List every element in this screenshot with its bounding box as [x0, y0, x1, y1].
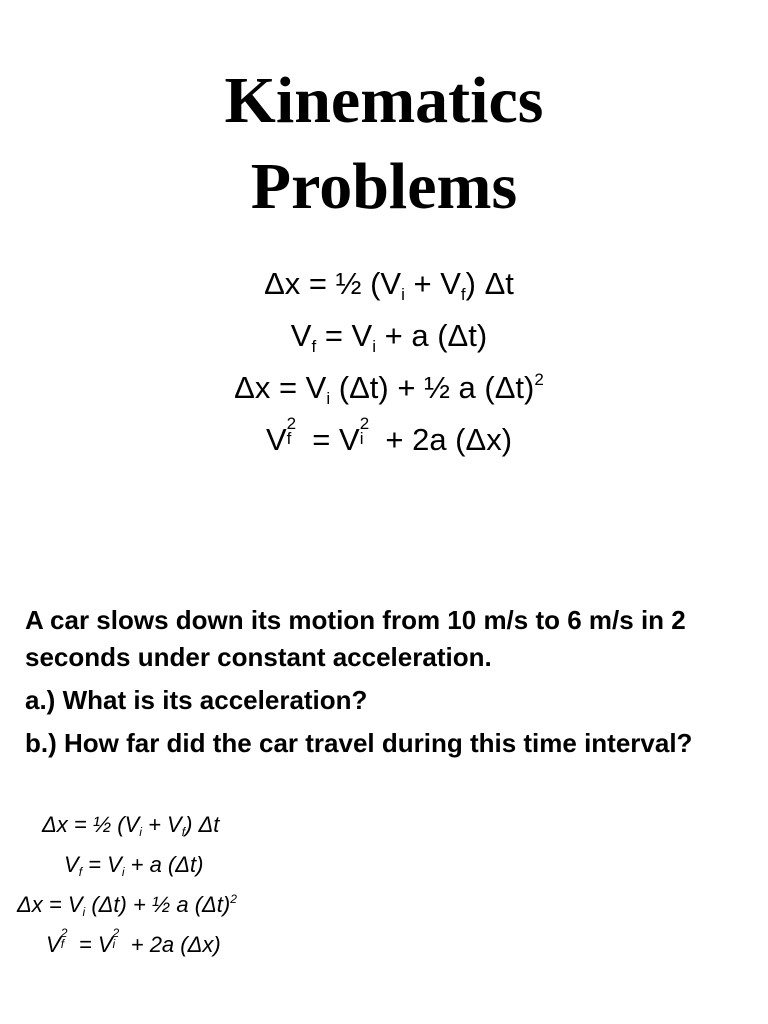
page-title [0, 58, 768, 230]
eq-text: Δx = V [17, 892, 83, 917]
eq-subscript: i [112, 936, 116, 951]
eq-subscript: i [82, 905, 86, 920]
eq-text: = V [303, 422, 360, 457]
equation-displacement-accel [0, 366, 768, 418]
eq-sup-sub [286, 413, 304, 450]
equation-list [0, 262, 768, 470]
eq-text: = V [82, 852, 122, 877]
eq-text: Δx = ½ (V [264, 266, 402, 301]
eq-subscript: i [401, 284, 405, 304]
eq-subscript: f [78, 865, 83, 880]
eq-text: + a (Δt) [124, 852, 204, 877]
eq-text: Δx = ½ (V [42, 812, 140, 837]
eq-subscript: i [326, 388, 331, 408]
title-line-1: Kinematics [224, 64, 544, 137]
eq-sup-sub [359, 413, 377, 450]
eq-text: V [64, 852, 79, 877]
reference-equation-displacement-avg-velocity [42, 810, 219, 840]
problem-part-a: a.) What is its acceleration? [25, 685, 368, 715]
eq-superscript: 2 [230, 891, 237, 906]
eq-subscript: i [121, 865, 125, 880]
eq-subscript: f [460, 284, 466, 304]
eq-subscript: f [60, 936, 65, 951]
eq-text: ) Δt [185, 812, 220, 837]
eq-text: Δx = V [234, 370, 327, 405]
eq-text: V [265, 422, 287, 457]
eq-superscript: 2 [112, 925, 120, 940]
title-line-2: Problems [250, 150, 518, 223]
eq-text: (Δt) + ½ a (Δt) [330, 370, 535, 405]
equation-displacement-avg-velocity [0, 262, 768, 314]
eq-text: + 2a (Δx) [376, 422, 513, 457]
eq-sup-sub [60, 925, 73, 952]
problem-statement: A car slows down its motion from 10 m/s to 6 m/s in 2 seconds under constant acceleration. [25, 605, 686, 672]
eq-subscript: i [372, 336, 377, 356]
eq-text: V [46, 932, 61, 957]
eq-text: V [290, 318, 312, 353]
problem-text [25, 602, 745, 768]
eq-subscript: f [286, 429, 292, 449]
reference-equation-velocity-squared [46, 925, 221, 960]
reference-equation-displacement-accel [17, 890, 237, 920]
eq-superscript: 2 [286, 413, 297, 433]
eq-text: = V [316, 318, 373, 353]
equation-velocity-squared [0, 413, 768, 470]
problem-part-b: b.) How far did the car travel during this time interval? [25, 728, 693, 758]
eq-text: ) Δt [465, 266, 514, 301]
eq-superscript: 2 [60, 925, 68, 940]
eq-text: (Δt) + ½ a (Δt) [85, 892, 231, 917]
eq-superscript: 2 [359, 413, 370, 433]
reference-equation-final-velocity [64, 850, 203, 880]
eq-subscript: i [359, 429, 364, 449]
eq-superscript: 2 [534, 370, 544, 390]
eq-text: + a (Δt) [376, 318, 488, 353]
eq-text: + V [141, 812, 182, 837]
eq-subscript: f [311, 336, 317, 356]
equation-final-velocity [0, 314, 768, 366]
eq-text: = V [72, 932, 113, 957]
eq-text: + V [404, 266, 461, 301]
eq-text: + 2a (Δx) [124, 932, 221, 957]
eq-subscript: i [139, 825, 142, 840]
eq-subscript: f [181, 825, 186, 840]
eq-sup-sub [112, 925, 125, 952]
